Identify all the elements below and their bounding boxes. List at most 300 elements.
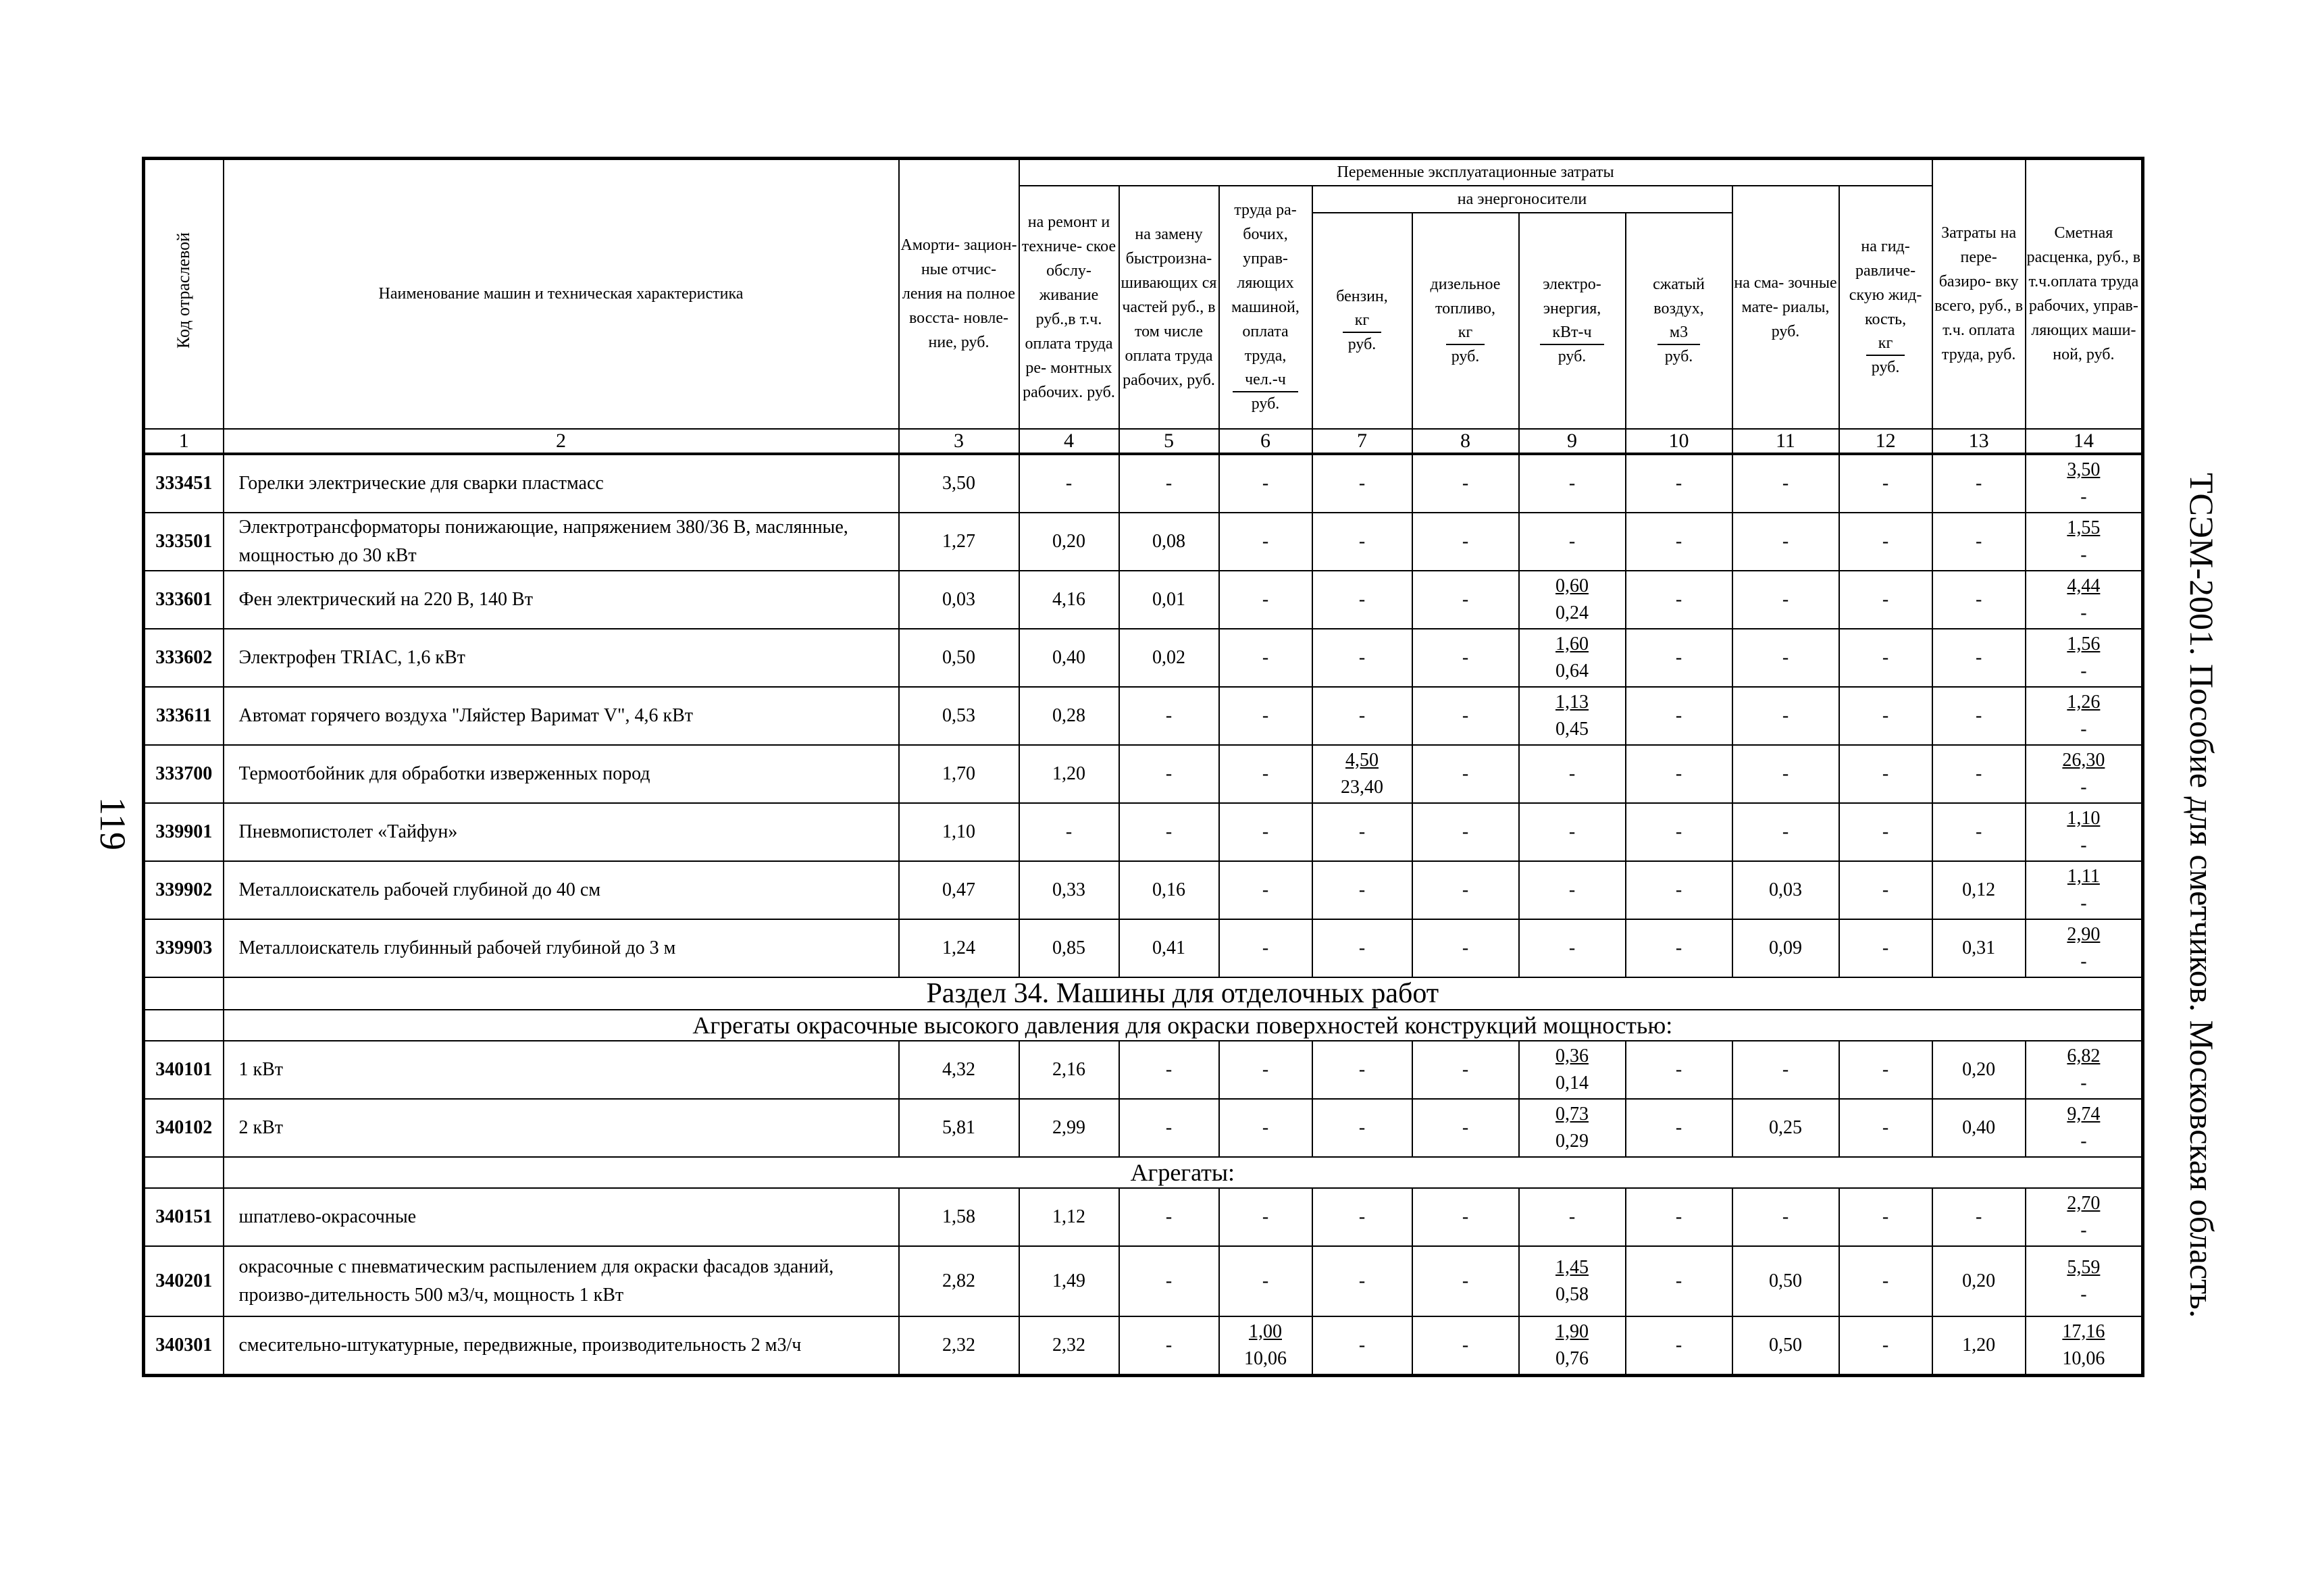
cell-c5: - [1119,1099,1219,1157]
cell-c5: 0,41 [1119,919,1219,977]
cell-c10: - [1626,571,1732,629]
cell-c4: 1,12 [1019,1188,1119,1246]
cell-c3: 1,27 [899,513,1019,571]
cell-c9 [1519,1099,1626,1157]
fraction-value [2062,747,2105,801]
fraction-denominator: 0,29 [1555,1130,1589,1152]
cell-c7: - [1312,1316,1412,1376]
cell-c4: 0,28 [1019,687,1119,745]
header-labor: труда ра- бочих, управ- ляющих машиной, оплата труда, $\frac{\text{чел.-ч}}{\text{руб.}}$ [1219,186,1312,429]
cell-c5: - [1119,454,1219,513]
cell-c12: - [1839,571,1932,629]
col-num: 6 [1219,429,1312,454]
machine-code: 333700 [144,745,224,803]
cell-c12: - [1839,745,1932,803]
col-num: 12 [1839,429,1932,454]
cell-c3: 5,81 [899,1099,1019,1157]
cell-c14 [2026,1188,2143,1246]
fraction-denominator: 0,14 [1555,1072,1589,1093]
cell-c4: 2,32 [1019,1316,1119,1376]
col-num: 1 [144,429,224,454]
cell-c11: - [1732,454,1839,513]
cell-c4: 1,20 [1019,745,1119,803]
header-estimate: Сметная расценка, руб., в т.ч.оплата труда рабочих, управ- ляющих маши- ной, руб. [2026,159,2143,429]
cell-c6: - [1219,629,1312,687]
section-heading-row [144,977,2143,1010]
group-heading-row [144,1010,2143,1041]
page-number: 119 [93,797,133,850]
fraction-value [1555,573,1589,627]
cell-c10: - [1626,687,1732,745]
col-num: 8 [1412,429,1519,454]
section-title: Раздел 34. Машины для отделочных работ [224,977,2143,1010]
machine-name: смесительно-штукатурные, передвижные, производительность 2 м3/ч [224,1316,899,1376]
table-row [144,919,2143,977]
cell-c13: - [1932,1188,2026,1246]
cell-c11: - [1732,1041,1839,1099]
cell-c9: - [1519,513,1626,571]
cell-c6: - [1219,919,1312,977]
table-row [144,803,2143,861]
cell-c3: 1,70 [899,745,1019,803]
col-num: 14 [2026,429,2143,454]
column-numbers-row [144,429,2143,454]
table-row [144,1041,2143,1099]
cell-c5: 0,01 [1119,571,1219,629]
fraction-denominator: - [2080,1072,2087,1093]
fraction-value [2067,1101,2100,1155]
fraction-numerator: 1,45 [1555,1256,1589,1278]
group-title: Агрегаты: [224,1157,2143,1188]
cell-c6: - [1219,454,1312,513]
table-row [144,1099,2143,1157]
col-num: 13 [1932,429,2026,454]
cell-c11: - [1732,513,1839,571]
cell-c9: - [1519,454,1626,513]
machine-code: 333451 [144,454,224,513]
fraction-denominator: 0,58 [1555,1283,1589,1305]
cell-c13: 0,31 [1932,919,2026,977]
cell-c4: 1,49 [1019,1246,1119,1316]
cell-c7 [1312,745,1412,803]
header-name: Наименование машин и техническая характеристика [224,159,899,429]
cell-c11: - [1732,1188,1839,1246]
cell-c10: - [1626,1316,1732,1376]
cell-c11: - [1732,745,1839,803]
fraction-numerator: 1,55 [2067,517,2101,538]
cell-c5: - [1119,803,1219,861]
cell-c14 [2026,1316,2143,1376]
cell-c13: 0,12 [1932,861,2026,919]
cell-c7: - [1312,1041,1412,1099]
fraction-value [2067,457,2100,511]
cell-c12: - [1839,513,1932,571]
header-electro: электро- энергия, $\frac{\text{кВт-ч}}{\text{руб.}}$ [1519,213,1626,429]
col-num: 11 [1732,429,1839,454]
cell-c12: - [1839,687,1932,745]
cell-c3: 1,58 [899,1188,1019,1246]
cell-c10: - [1626,454,1732,513]
machine-name: Горелки электрические для сварки пластмасс [224,454,899,513]
fraction-value [1555,1318,1589,1372]
machine-code: 339903 [144,919,224,977]
empty-code-cell [144,1010,224,1041]
cell-c7: - [1312,919,1412,977]
cell-c10: - [1626,513,1732,571]
group-title: Агрегаты окрасочные высокого давления для окраски поверхностей конструкций мощностью: [224,1010,2143,1041]
cell-c13: 0,20 [1932,1246,2026,1316]
cell-c11: 0,50 [1732,1246,1839,1316]
cell-c3: 0,47 [899,861,1019,919]
cell-c3: 0,53 [899,687,1019,745]
fraction-value [2067,689,2100,743]
cell-c8: - [1412,1099,1519,1157]
fraction-numerator: 0,73 [1555,1103,1589,1125]
fraction-value [1555,1254,1589,1308]
cell-c13: - [1932,629,2026,687]
cell-c13: - [1932,571,2026,629]
cell-c14 [2026,571,2143,629]
cell-c14 [2026,919,2143,977]
fraction-numerator: 9,74 [2067,1103,2101,1125]
cell-c11: 0,25 [1732,1099,1839,1157]
cell-c12: - [1839,919,1932,977]
fraction-numerator: 0,60 [1555,575,1589,596]
cell-c8: - [1412,1041,1519,1099]
cell-c8: - [1412,629,1519,687]
cell-c6: - [1219,513,1312,571]
machine-code: 340151 [144,1188,224,1246]
empty-code-cell [144,977,224,1010]
cell-c3: 1,10 [899,803,1019,861]
cell-c10: - [1626,1188,1732,1246]
cell-c14 [2026,745,2143,803]
cell-c10: - [1626,919,1732,977]
machine-name: Металлоискатель рабочей глубиной до 40 см [224,861,899,919]
cell-c6: - [1219,745,1312,803]
cell-c10: - [1626,861,1732,919]
cell-c12: - [1839,803,1932,861]
cell-c14 [2026,513,2143,571]
cell-c14 [2026,687,2143,745]
cell-c13: - [1932,687,2026,745]
col-num: 4 [1019,429,1119,454]
fraction-value [2067,573,2100,627]
fraction-value [1555,631,1589,685]
cell-c3: 2,82 [899,1246,1019,1316]
cell-c6: - [1219,1246,1312,1316]
cell-c7: - [1312,1246,1412,1316]
fraction-numerator: 5,59 [2067,1256,2101,1278]
cell-c4: 0,20 [1019,513,1119,571]
cell-c14 [2026,454,2143,513]
fraction-value [2067,1254,2100,1308]
cell-c9: - [1519,919,1626,977]
fraction-value [2067,515,2100,569]
fraction-value [2062,1318,2105,1372]
fraction-denominator: 10,06 [2062,1347,2105,1369]
fraction-denominator: - [2080,602,2087,623]
cell-c5: - [1119,687,1219,745]
cell-c4: 2,16 [1019,1041,1119,1099]
fraction-value [1555,1043,1589,1097]
fraction-value [2067,1190,2100,1244]
cell-c7: - [1312,629,1412,687]
table-row [144,1316,2143,1376]
machine-name: 2 кВт [224,1099,899,1157]
cell-c11: 0,09 [1732,919,1839,977]
fraction-denominator: - [2080,544,2087,565]
cell-c8: - [1412,513,1519,571]
machine-name: Фен электрический на 220 В, 140 Вт [224,571,899,629]
col-num: 3 [899,429,1019,454]
machine-code: 339902 [144,861,224,919]
fraction-numerator: 1,13 [1555,691,1589,713]
fraction-denominator: - [2080,776,2087,798]
cell-c5: 0,16 [1119,861,1219,919]
cell-c8: - [1412,1188,1519,1246]
cell-c13: - [1932,513,2026,571]
machine-name: 1 кВт [224,1041,899,1099]
cell-c13: - [1932,803,2026,861]
machine-code: 340101 [144,1041,224,1099]
cell-c9: - [1519,803,1626,861]
cell-c5: 0,08 [1119,513,1219,571]
cell-c9 [1519,629,1626,687]
fraction-numerator: 1,11 [2067,865,2100,887]
cell-c13: - [1932,454,2026,513]
cell-c13: 0,40 [1932,1099,2026,1157]
fraction-denominator: 0,76 [1555,1347,1589,1369]
header-hydraulic: на гид- равличе- скую жид- кость, $\frac{кг}{\text{руб.}}$ [1839,186,1932,429]
table-row [144,571,2143,629]
fraction-value [2067,1043,2100,1097]
cell-c14 [2026,1041,2143,1099]
cell-c8: - [1412,919,1519,977]
cell-c10: - [1626,1041,1732,1099]
cell-c5: - [1119,1041,1219,1099]
cell-c12: - [1839,1099,1932,1157]
fraction-numerator: 1,60 [1555,633,1589,654]
fraction-value [1555,1101,1589,1155]
fraction-numerator: 2,90 [2067,923,2101,945]
cell-c4: 0,33 [1019,861,1119,919]
fraction-value [1555,689,1589,743]
cell-c5: - [1119,1246,1219,1316]
fraction-numerator: 3,50 [2067,459,2101,480]
cell-c4: 2,99 [1019,1099,1119,1157]
cell-c8: - [1412,745,1519,803]
cell-c6: - [1219,1188,1312,1246]
fraction-denominator: - [2080,892,2087,914]
fraction-denominator: - [2080,1219,2087,1241]
machine-name: Металлоискатель глубинный рабочей глубиной до 3 м [224,919,899,977]
fraction-numerator: 26,30 [2062,749,2105,771]
cell-c13: 1,20 [1932,1316,2026,1376]
machine-code: 340201 [144,1246,224,1316]
cell-c9 [1519,1041,1626,1099]
machine-code: 340102 [144,1099,224,1157]
cell-c11: - [1732,629,1839,687]
fraction-denominator: - [2080,834,2087,856]
cell-c7: - [1312,687,1412,745]
cell-c8: - [1412,1316,1519,1376]
machine-name: Электрофен TRIAC, 1,6 кВт [224,629,899,687]
fraction-denominator: 0,45 [1555,718,1589,740]
header-energy: на энергоносители [1312,186,1732,213]
cell-c3: 1,24 [899,919,1019,977]
col-num: 9 [1519,429,1626,454]
cell-c9 [1519,1246,1626,1316]
cell-c12: - [1839,861,1932,919]
cell-c4: 4,16 [1019,571,1119,629]
cell-c14 [2026,1246,2143,1316]
fraction-denominator: 0,64 [1555,660,1589,681]
cell-c5: - [1119,1188,1219,1246]
machine-name: Автомат горячего воздуха "Ляйстер Варимат V", 4,6 кВт [224,687,899,745]
cell-c8: - [1412,1246,1519,1316]
cell-c9: - [1519,1188,1626,1246]
cell-c9: - [1519,861,1626,919]
cell-c10: - [1626,1099,1732,1157]
header-replace: на замену быстроизна- шивающих ся частей руб., в том числе оплата труда рабочих, руб. [1119,186,1219,429]
table-body [144,454,2143,1376]
cell-c4: 0,40 [1019,629,1119,687]
fraction-numerator: 1,56 [2067,633,2101,654]
col-num: 7 [1312,429,1412,454]
cell-c3: 0,50 [899,629,1019,687]
cell-c9 [1519,1316,1626,1376]
header-amortization: Аморти- зацион- ные отчис- ления на полное восста- новле- ние, руб. [899,159,1019,429]
fraction-denominator: 23,40 [1341,776,1383,798]
table-row [144,1246,2143,1316]
cell-c12: - [1839,629,1932,687]
cell-c13: - [1932,745,2026,803]
cell-c12: - [1839,1188,1932,1246]
fraction-denominator: 10,06 [1244,1347,1287,1369]
cell-c12: - [1839,1041,1932,1099]
cell-c7: - [1312,861,1412,919]
cell-c3: 4,32 [899,1041,1019,1099]
cell-c12: - [1839,1246,1932,1316]
fraction-value [2067,921,2100,975]
header-air: сжатый воздух, $\frac{м3}{\text{руб.}}$ [1626,213,1732,429]
fraction-numerator: 17,16 [2062,1320,2105,1342]
cell-c6: - [1219,861,1312,919]
cell-c6: - [1219,803,1312,861]
cell-c14 [2026,803,2143,861]
table-header [144,159,2143,454]
machine-code: 333602 [144,629,224,687]
machine-code: 333601 [144,571,224,629]
cell-c7: - [1312,571,1412,629]
cell-c3: 0,03 [899,571,1019,629]
cell-c5: 0,02 [1119,629,1219,687]
machine-code: 333501 [144,513,224,571]
cell-c13: 0,20 [1932,1041,2026,1099]
header-diesel: дизельное топливо, $\frac{кг}{\text{руб.}}$ [1412,213,1519,429]
cell-c7: - [1312,1188,1412,1246]
table-row [144,745,2143,803]
cell-c12: - [1839,1316,1932,1376]
table-row [144,687,2143,745]
cell-c6: - [1219,687,1312,745]
machine-name: Пневмопистолет «Тайфун» [224,803,899,861]
fraction-denominator: - [2080,660,2087,681]
fraction-numerator: 6,82 [2067,1045,2101,1066]
cell-c8: - [1412,454,1519,513]
cell-c8: - [1412,687,1519,745]
cell-c9 [1519,687,1626,745]
fraction-numerator: 1,26 [2067,691,2101,713]
cell-c10: - [1626,1246,1732,1316]
cell-c6: - [1219,1041,1312,1099]
fraction-denominator: 0,24 [1555,602,1589,623]
fraction-numerator: 2,70 [2067,1192,2101,1214]
machine-name: окрасочные с пневматическим распылением для окраски фасадов зданий, произво-дительность 500 м3/ч, мощность 1 кВт [224,1246,899,1316]
fraction-numerator: 1,90 [1555,1320,1589,1342]
cell-c14 [2026,1099,2143,1157]
group-heading-row [144,1157,2143,1188]
cell-c11: 0,03 [1732,861,1839,919]
header-transport: Затраты на пере- базиро- вку всего, руб., в т.ч. оплата труда, руб. [1932,159,2026,429]
header-lubricants: на сма- зочные мате- риалы, руб. [1732,186,1839,429]
fraction-value [1244,1318,1287,1372]
cell-c6: - [1219,571,1312,629]
cell-c8: - [1412,803,1519,861]
fraction-denominator: - [2080,1130,2087,1152]
machine-name: шпатлево-окрасочные [224,1188,899,1246]
machine-code: 333611 [144,687,224,745]
table-row [144,629,2143,687]
header-petrol: бензин, $\frac{кг}{\text{руб.}}$ [1312,213,1412,429]
table-row [144,454,2143,513]
cell-c4: - [1019,803,1119,861]
cell-c10: - [1626,803,1732,861]
table-row [144,513,2143,571]
cell-c7: - [1312,1099,1412,1157]
fraction-numerator: 1,10 [2067,807,2101,829]
cell-c3: 3,50 [899,454,1019,513]
cell-c12: - [1839,454,1932,513]
cell-c4: - [1019,454,1119,513]
cell-c7: - [1312,454,1412,513]
cell-c14 [2026,629,2143,687]
machine-code: 339901 [144,803,224,861]
cell-c11: - [1732,571,1839,629]
cell-c11: 0,50 [1732,1316,1839,1376]
machine-code: 340301 [144,1316,224,1376]
running-title: ТСЭМ-2001. Пособие для сметчиков. Московская область. [2183,473,2221,1318]
fraction-numerator: 4,50 [1345,749,1379,771]
cell-c10: - [1626,745,1732,803]
cell-c5: - [1119,745,1219,803]
fraction-denominator: - [2080,486,2087,507]
fraction-value [1341,747,1383,801]
cell-c9 [1519,571,1626,629]
header-repair: на ремонт и техниче- ское обслу- живание руб.,в т.ч. оплата труда ре- монтных рабочих. руб. [1019,186,1119,429]
header-code: Код отраслевой [144,159,224,429]
fraction-denominator: - [2080,1283,2087,1305]
fraction-value [2067,805,2100,859]
header-variable-costs: Переменные эксплуатационные затраты [1019,159,1932,186]
table-row [144,861,2143,919]
cell-c7: - [1312,803,1412,861]
fraction-numerator: 1,00 [1249,1320,1282,1342]
table-row [144,1188,2143,1246]
cell-c4: 0,85 [1019,919,1119,977]
cell-c6 [1219,1316,1312,1376]
